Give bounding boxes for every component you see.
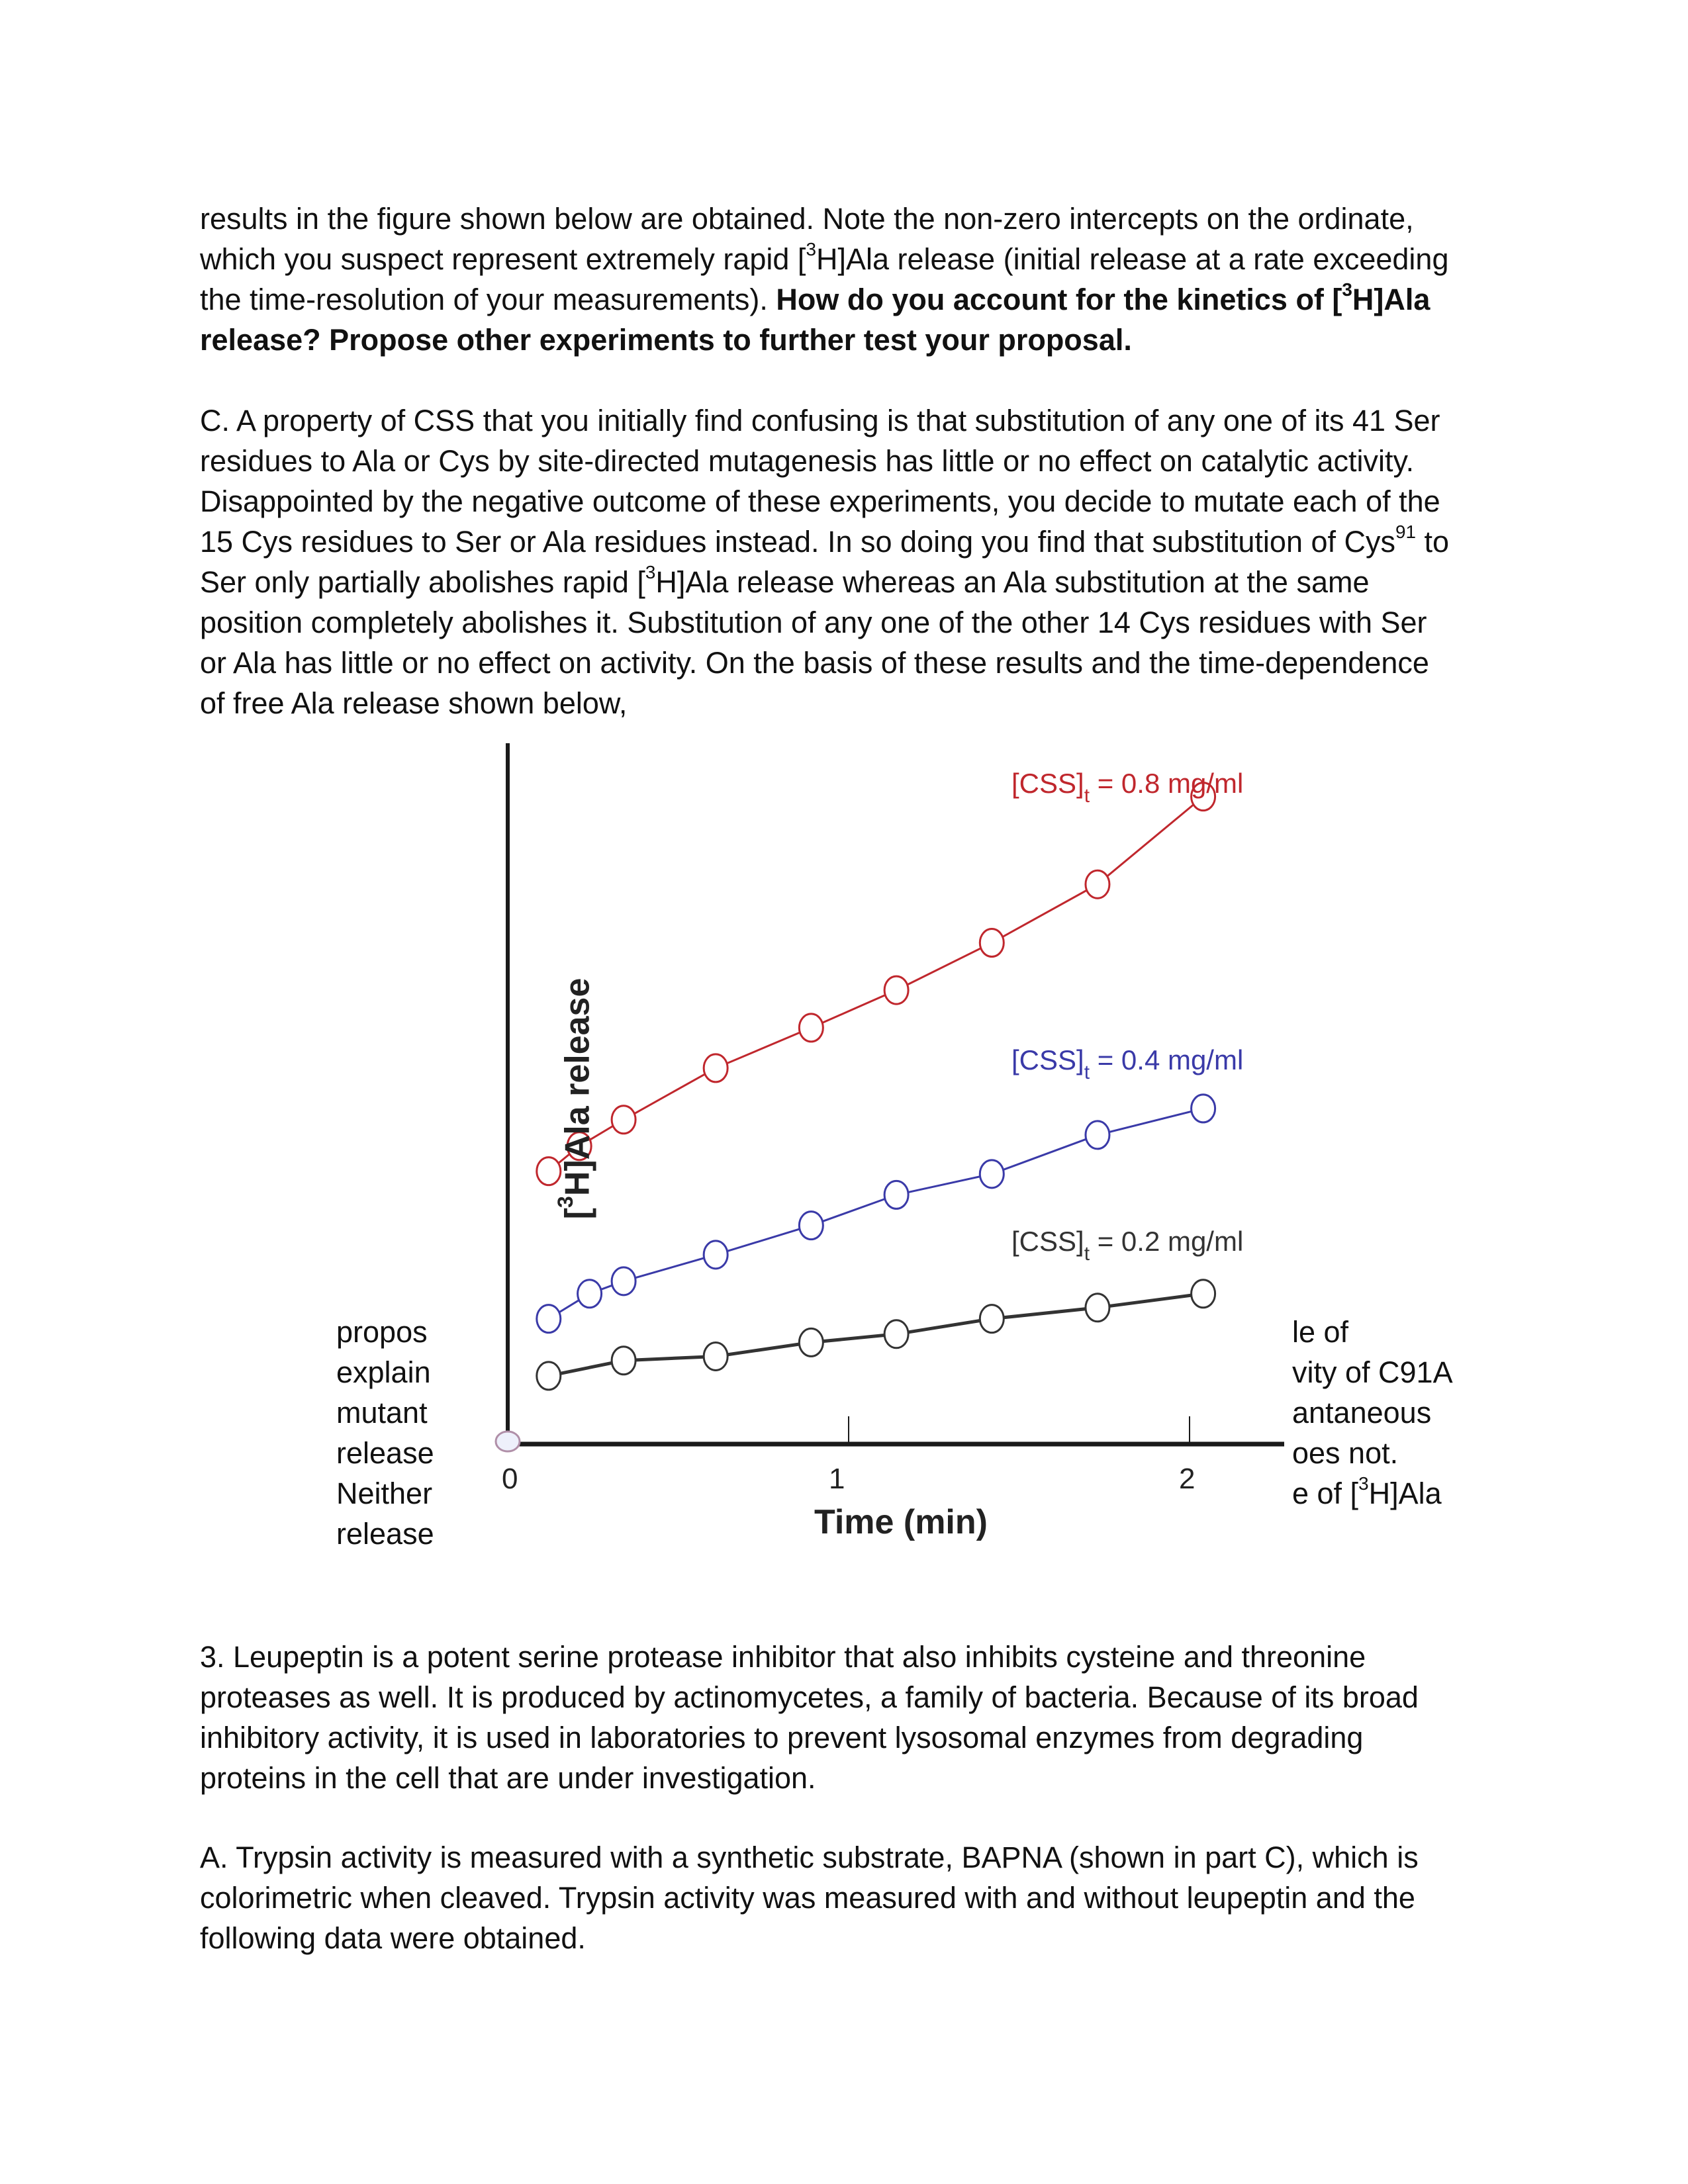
data-point-marker (704, 1241, 727, 1269)
data-point-marker (799, 1014, 823, 1042)
data-point-marker (704, 1054, 727, 1082)
ala-release-chart (397, 728, 1324, 1562)
x-tick-label-0: 0 (502, 1463, 518, 1495)
data-point-marker (704, 1342, 727, 1370)
x-tick-label-2: 2 (1179, 1463, 1196, 1495)
text-line: results in the figure shown below are obtained. Note the non-zero intercepts on the ordinate, (200, 202, 1414, 236)
text-line: Ser only partially abolishes rapid [$^3$H]Ala release whereas an Ala substitution at the same (200, 562, 1370, 599)
y-axis-label: [$^3$H]Ala release (553, 978, 597, 1220)
occluded-text-right: le of vity of C91A antaneous oes not. e of [$^3$H]Ala (1292, 1315, 1453, 1510)
data-point-marker (537, 1305, 561, 1333)
data-point-marker (1086, 870, 1109, 898)
origin-marker (496, 1432, 520, 1451)
data-point-marker (980, 1305, 1004, 1333)
text-line: which you suspect represent extremely rapid [$^3$H]Ala release (initial release at a rate exceeding (200, 239, 1449, 276)
data-point-marker (1086, 1294, 1109, 1322)
text-line: Disappointed by the negative outcome of these experiments, you decide to mutate each of the (200, 484, 1440, 518)
text-line: or Ala has little or no effect on activity. On the basis of these results and the time-dependence (200, 646, 1429, 680)
text-line: proteins in the cell that are under investigation. (200, 1761, 816, 1795)
data-series (537, 1095, 1215, 1333)
data-point-marker (799, 1212, 823, 1240)
text-line: C. A property of CSS that you initially find confusing is that substitution of any one of its 41 Ser (200, 404, 1440, 437)
data-point-marker (884, 1320, 908, 1348)
data-point-marker (884, 976, 908, 1004)
series-label-0-8: $[CSS]_t = 0.8$ mg/ml (1011, 768, 1244, 807)
occluded-text-left: propos explain mutant release Neither release (336, 1315, 434, 1551)
x-axis-label: Time (min) (814, 1503, 988, 1541)
text-line: 15 Cys residues to Ser or Ala residues instead. In so doing you find that substitution of Cys$^{91}$ to (200, 522, 1450, 559)
question-bold: How do you account for the kinetics of [$^3$H]Ala (776, 279, 1430, 316)
text-line: proteases as well. It is produced by actinomycetes, a family of bacteria. Because of its broad (200, 1680, 1419, 1714)
text-line: residues to Ala or Cys by site-directed mutagenesis has little or no effect on catalytic activity. (200, 444, 1415, 478)
data-point-marker (612, 1106, 635, 1134)
data-point-marker (612, 1267, 635, 1295)
series-line (549, 797, 1203, 1171)
text-line: 3. Leupeptin is a potent serine protease inhibitor that also inhibits cysteine and threonine (200, 1640, 1366, 1674)
data-point-marker (612, 1347, 635, 1375)
paragraph-question-3 (200, 1637, 1497, 1798)
data-series (537, 783, 1215, 1185)
paragraph-part-b-continuation (200, 199, 1497, 360)
text-line: following data were obtained. (200, 1921, 586, 1955)
text-line: inhibitory activity, it is used in laboratories to prevent lysosomal enzymes from degrading (200, 1721, 1364, 1754)
data-point-marker (980, 929, 1004, 957)
data-point-marker (578, 1280, 602, 1308)
paragraph-part-c (200, 400, 1497, 723)
paragraph-part-a (200, 1837, 1497, 1958)
text-line: the time-resolution of your measurements). How do you account for the kinetics of [$^3$H]Ala (200, 279, 1430, 316)
data-point-marker (799, 1328, 823, 1356)
data-point-marker (1086, 1121, 1109, 1149)
data-point-marker (884, 1181, 908, 1208)
data-series (537, 1280, 1215, 1390)
x-tick-label-1: 1 (829, 1463, 845, 1495)
text-line: position completely abolishes it. Substitution of any one of the other 14 Cys residues with Ser (200, 606, 1427, 639)
series-label-0-2: $[CSS]_t = 0.2$ mg/ml (1011, 1226, 1244, 1265)
data-point-marker (537, 1158, 561, 1185)
chart-series (537, 783, 1215, 1390)
text-line: A. Trypsin activity is measured with a synthetic substrate, BAPNA (shown in part C), which is (200, 1841, 1419, 1874)
data-point-marker (980, 1160, 1004, 1188)
data-point-marker (1192, 1095, 1215, 1122)
chart-canvas (397, 728, 1324, 1562)
text-line: colorimetric when cleaved. Trypsin activity was measured with and without leupeptin and the (200, 1881, 1415, 1915)
data-point-marker (537, 1362, 561, 1390)
data-point-marker (1192, 1280, 1215, 1308)
series-label-0-4: $[CSS]_t = 0.4$ mg/ml (1011, 1044, 1244, 1083)
question-bold-line: release? Propose other experiments to further test your proposal. (200, 323, 1132, 357)
text-line: of free Ala release shown below, (200, 686, 628, 720)
